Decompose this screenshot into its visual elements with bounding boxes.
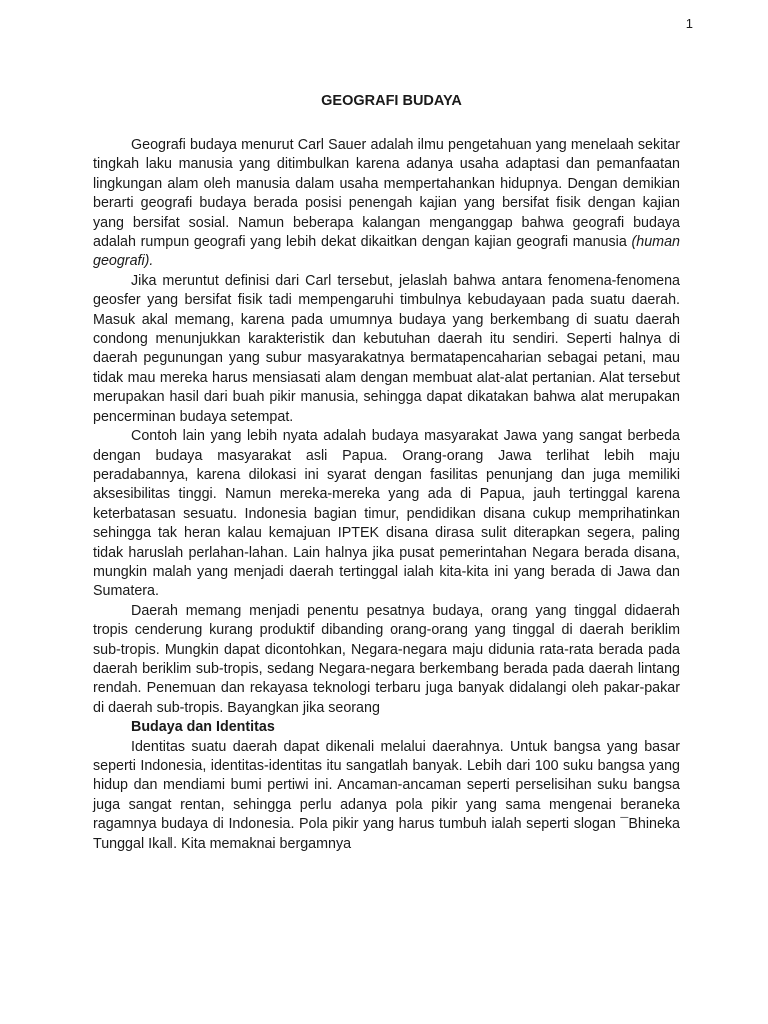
document-body (93, 136, 680, 854)
paragraph-1-italic: (human geografi). (93, 234, 680, 270)
paragraph-1-text: Geografi budaya menurut Carl Sauer adalah ilmu pengetahuan yang menelaah sekitar tingkah laku manusia yang ditimbulkan karena adanya usaha adaptasi dan pemanfaatan lingkungan alam oleh manusia dalam usaha mempertahankan hidupnya. Dengan demikian berarti geografi budaya berada posisi penengah kajian yang bersifat fisik dengan kajian yang bersifat sosial. Namun beberapa kalangan menganggap bahwa geografi budaya adalah rumpun geografi yang lebih dekat dikaitkan dengan kajian geografi manusia (93, 137, 680, 251)
paragraph-1 (93, 136, 680, 272)
document-title: GEOGRAFI BUDAYA (321, 93, 462, 109)
paragraph-3: Contoh lain yang lebih nyata adalah budaya masyarakat Jawa yang sangat berbeda dengan budaya masyarakat asli Papua. Orang-orang Jawa terlihat lebih maju peradabannya, karena dilokasi ini syarat dengan fasilitas penunjang dan juga memiliki aksesibilitas tinggi. Namun mereka-mereka yang ada di Papua, jauh tertinggal karena keterbatasan sesuatu. Indonesia bagian timur, pendidikan disana cukup memprihatinkan sehingga tak heran kalau kemajuan IPTEK disana dirasa sulit diterapkan segera, paling tidak haruslah perlahan-lahan. Lain halnya jika pusat pemerintahan Negara berada disana, mungkin malah yang menjadi daerah tertinggal ialah kita-kita ini yang berada di Jawa dan Sumatera. (93, 428, 680, 600)
section-heading: Budaya dan Identitas (131, 719, 275, 736)
paragraph-4: Daerah memang menjadi penentu pesatnya budaya, orang yang tinggal didaerah tropis cenderung kurang produktif dibanding orang-orang yang tinggal di daerah beriklim sub-tropis. Mungkin dapat dicontohkan, Negara-negara maju didunia rata-rata berada pada daerah beriklim sub-tropis, sedang Negara-negara berkembang berada pada daerah lintang rendah. Penemuan dan rekayasa teknologi terbaru juga banyak didalangi oleh pakar-pakar di daerah sub-tropis. Bayangkan jika seorang (93, 602, 680, 716)
paragraph-2: Jika meruntut definisi dari Carl tersebut, jelaslah bahwa antara fenomena-fenomena geosfer yang bersifat fisik tadi mempengaruhi timbulnya kebudayaan pada suatu daerah. Masuk akal memang, karena pada umumnya budaya yang berkembang di suatu daerah condong menunjukkan karakteristik dan kebutuhan daerah itu sendiri. Seperti halnya di daerah pegunungan yang subur masyarakatnya bermatapencaharian sebagai petani, mau tidak mau mereka harus mensiasati alam dengan membuat alat-alat pertanian. Alat tersebut merupakan hasil dari buah pikir manusia, sehingga dapat dikatakan bahwa alat merupakan pencerminan budaya setempat. (93, 272, 680, 425)
section-paragraph: Identitas suatu daerah dapat dikenali melalui daerahnya. Untuk bangsa yang basar seperti Indonesia, identitas-identitas itu sangatlah banyak. Lebih dari 100 suku bangsa yang hidup dan mendiami bumi pertiwi ini. Ancaman-ancaman seperti perselisihan suku bangsa juga sangat rentan, sehingga perlu adanya pola pikir yang sama mengenai beraneka ragamnya budaya di Indonesia. Pola pikir yang harus tumbuh ialah seperti slogan ¯Bhineka Tunggal Ika‖. Kita memaknai bergamnya (93, 738, 680, 852)
page-number: 1 (685, 16, 693, 31)
